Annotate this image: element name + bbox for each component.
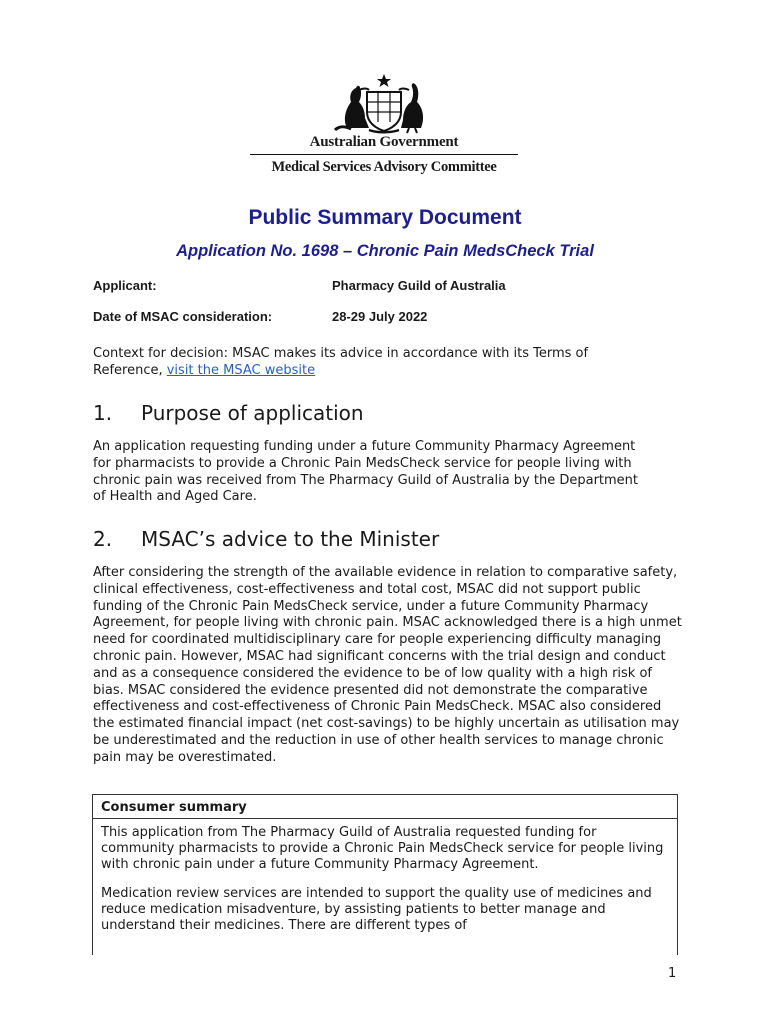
section-title: Purpose of application bbox=[141, 401, 364, 425]
context-text: Context for decision: MSAC makes its advice in accordance with its Terms of Reference, bbox=[93, 346, 589, 378]
header-divider bbox=[250, 154, 518, 155]
government-name: Australian Government bbox=[309, 134, 459, 150]
government-logo bbox=[248, 72, 520, 178]
document-title: Public Summary Document bbox=[248, 206, 522, 229]
consumer-summary-paragraph: Medication review services are intended to support the quality use of medicines and reduce medication misadventure, by assisting patients to better manage and understand their medicines. There are different types of bbox=[101, 886, 652, 933]
date-label: Date of MSAC consideration: bbox=[93, 309, 273, 324]
section-body-advice: After considering the strength of the available evidence in relation to comparative safety, clinical effectiveness, cost-effectiveness and total cost, MSAC did not support public funding of the Chronic Pain MedsCheck service, under a future Community Pharmacy Agreement, for people living with chronic pain. MSAC acknowledged there is a high unmet need for coordinated multidisciplinary care for people experiencing difficulty managing chronic pain. However, MSAC had significant concerns with the trial design and conduct and as a consequence considered the evidence to be of low quality with a high risk of bias. MSAC considered the evidence presented did not demonstrate the comparative effectiveness and cost-effectiveness of Chronic Pain MedsCheck. MSAC also considered the estimated financial impact (net cost-savings) to be highly uncertain as utilisation may be underestimated and the reduction in use of other health services to manage chronic pain may be overestimated. bbox=[93, 565, 682, 765]
applicant-label: Applicant: bbox=[93, 278, 157, 293]
context-paragraph bbox=[93, 346, 653, 380]
section-heading-purpose bbox=[93, 401, 364, 425]
consumer-summary-paragraph: This application from The Pharmacy Guild of Australia requested funding for community pharmacists to provide a Chronic Pain MedsCheck service for people living with chronic pain under a future Community Pharmacy Agreement. bbox=[101, 825, 664, 872]
msac-website-link[interactable]: visit the MSAC website bbox=[166, 362, 316, 378]
committee-name: Medical Services Advisory Committee bbox=[271, 159, 497, 175]
applicant-value: Pharmacy Guild of Australia bbox=[332, 278, 506, 293]
page-number: 1 bbox=[668, 966, 677, 981]
section-number: 2. bbox=[93, 527, 113, 551]
section-body-purpose: An application requesting funding under a future Community Pharmacy Agreement for pharmacists to provide a Chronic Pain MedsCheck service for people living with chronic pain was received from The Pharmacy Guild of Australia by the Department of Health and Aged Care. bbox=[93, 439, 639, 505]
consumer-summary-box bbox=[92, 794, 678, 955]
consumer-summary-body bbox=[93, 819, 677, 934]
section-heading-advice bbox=[93, 527, 439, 551]
document-subtitle: Application No. 1698 – Chronic Pain MedsCheck Trial bbox=[176, 242, 594, 260]
section-title: MSAC’s advice to the Minister bbox=[141, 527, 440, 551]
consumer-summary-heading: Consumer summary bbox=[93, 795, 677, 819]
coat-of-arms-icon bbox=[329, 72, 439, 134]
date-value: 28-29 July 2022 bbox=[332, 309, 428, 324]
section-number: 1. bbox=[93, 401, 113, 425]
